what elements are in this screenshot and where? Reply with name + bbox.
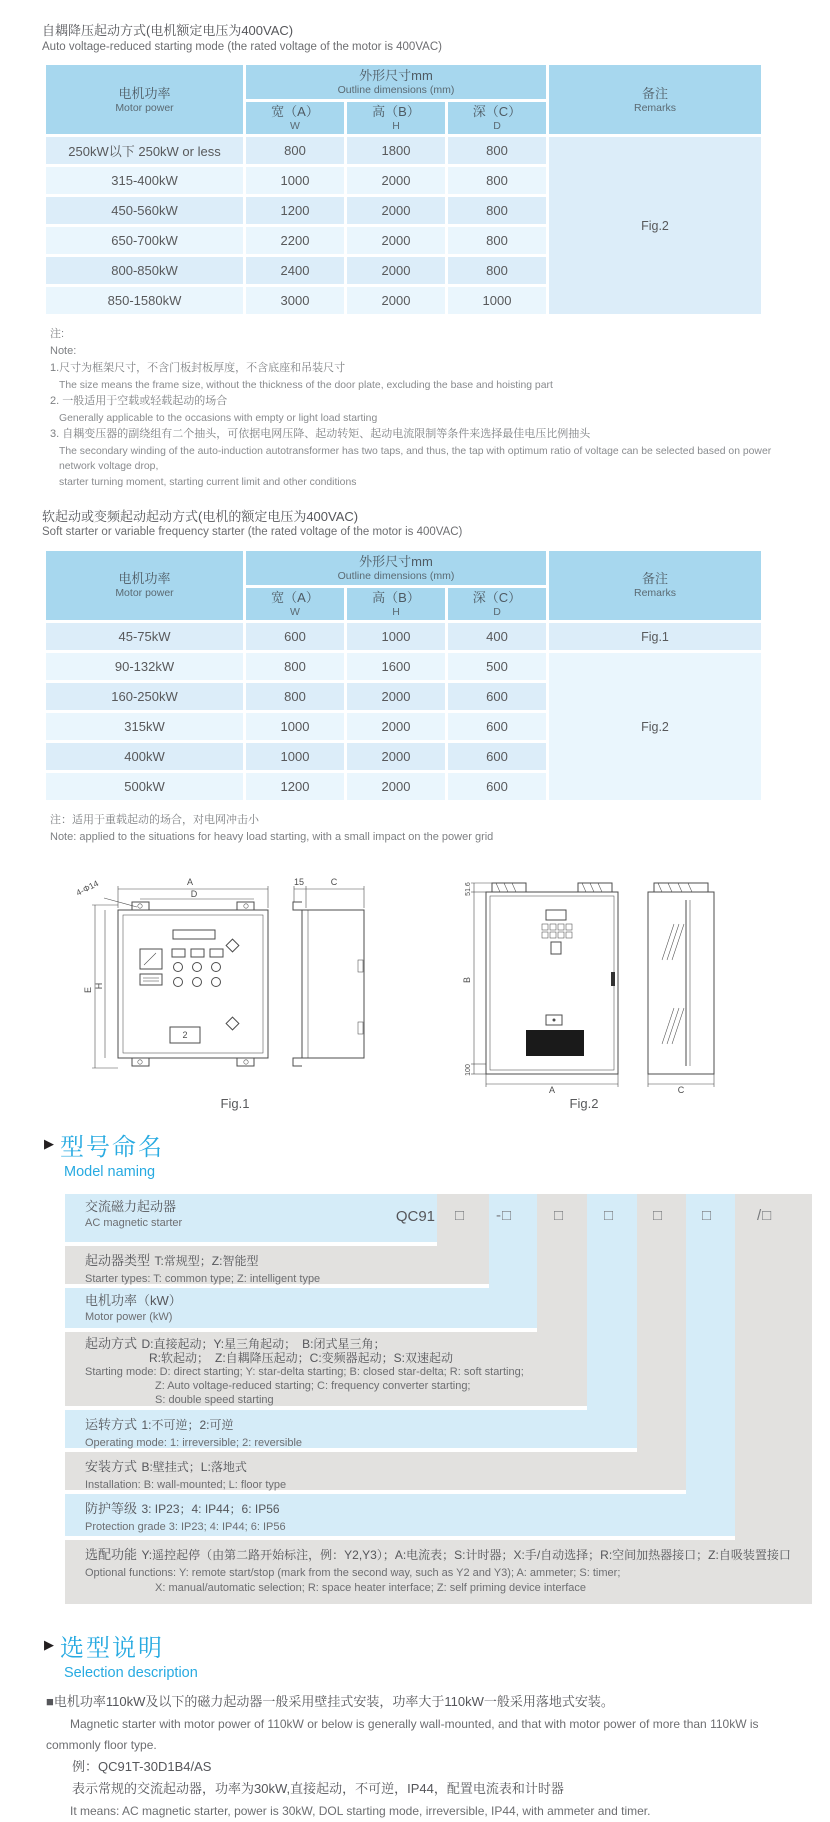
selection-title-en: Selection description [64, 1664, 198, 1681]
col-header-remarks: 备注 Remarks [549, 65, 761, 134]
fig1-dim-a: A [186, 876, 194, 887]
fig1-dim-15: 15 [294, 876, 305, 887]
model-code-prefix: QC91 [395, 1207, 435, 1225]
col-header-outline-dimensions: 外形尺寸mm Outline dimensions (mm) [246, 65, 546, 99]
model-code-box: □ [653, 1206, 664, 1224]
auto-voltage-title-cn: 自耦降压起动方式(电机额定电压为400VAC) [42, 23, 294, 38]
outline-drawings [70, 872, 810, 1111]
fig1-panel-label: 2 [182, 1029, 188, 1040]
naming-row-protection-grade: 防护等级 3: IP23；4: IP44；6: IP56 Protection grade 3: IP23; 4: IP44; 6: IP56 [65, 1494, 735, 1536]
soft-starter-notes: 注：适用于重载起动的场合，对电网冲击小 Note: applied to the situations for heavy load starting, with a small impact on the power grid [50, 814, 494, 843]
naming-column-strip [637, 1194, 686, 1490]
naming-row-product: 交流磁力起动器 AC magnetic starter [65, 1194, 437, 1242]
auto-voltage-title-en: Auto voltage-reduced starting mode (the rated voltage of the motor is 400VAC) [42, 40, 442, 53]
fig1-dim-e: E [83, 986, 93, 993]
fig1-holes-label: 4-Φ14 [74, 877, 101, 898]
col-header-width: 宽（A） W [246, 588, 344, 620]
fig1-dim-h: H [94, 982, 104, 990]
table-row: 400kW 1000 2000 600 [46, 743, 761, 770]
table-row: 650-700kW 2200 2000 800 [46, 227, 761, 254]
model-code-box: /□ [757, 1206, 773, 1224]
naming-row-starter-type: 起动器类型 T:常规型；Z:智能型 Starter types: T: common type; Z: intelligent type [65, 1246, 489, 1284]
naming-row-starting-mode: 起动方式 D:直接起动；Y:星三角起动； B:闭式星三角； R:软起动； Z:自耦降压起动；C:变频器起动；S:双速起动 Starting mode: D: direct starting; Y: star-delta starting; B: closed star-delta; R: soft starting; Z: Auto voltage-reduced starting; C: frequency converter starting; S: double speed starting [65, 1332, 587, 1406]
naming-row-optional-functions: 选配功能 Y:遥控起停（由第二路开始标注，例：Y2,Y3）；A:电流表；S:计时器；X:手/自动选择；R:空间加热器接口；Z:自吸装置接口 Optional functions: Y: remote start/stop (mark from the second way, such as Y2 and Y3); A: ammeter; S: timer; X: manual/automatic selection; R: space heater interface; Z: self priming device interface [65, 1540, 812, 1604]
model-naming-title-en: Model naming [64, 1163, 156, 1180]
table-row: 90-132kW 800 1600 500 Fig.2 [46, 653, 761, 680]
selection-description-text [46, 1691, 810, 1822]
soft-starter-title-en: Soft starter or variable frequency starter (the rated voltage of the motor is 400VAC) [42, 526, 463, 539]
table-row: 800-850kW 2400 2000 800 [46, 257, 761, 284]
fig1-block [70, 872, 400, 1111]
fig1-caption: Fig.1 [220, 1095, 250, 1111]
col-header-height: 高（B） H [347, 588, 445, 620]
col-header-width: 宽（A） W [246, 102, 344, 134]
fig2-dim-b: B [462, 976, 472, 983]
selection-line-cn: ■电机功率110kW及以下的磁力起动器一般采用壁挂式安装，功率大于110kW一般采用落地式安装。 [46, 1693, 614, 1709]
model-naming-heading [44, 1127, 810, 1180]
naming-row-motor-power: 电机功率（kW） Motor power (kW) [65, 1288, 537, 1328]
model-code-box: -□ [496, 1206, 513, 1224]
fig1-drawing [70, 872, 400, 1094]
col-header-remarks: 备注 Remarks [549, 551, 761, 620]
col-header-depth: 深（C） D [448, 102, 546, 134]
section-arrow-icon: ▶ [44, 1136, 54, 1152]
model-code-box: □ [455, 1206, 466, 1224]
auto-voltage-table [43, 62, 764, 317]
remark-cell: Fig.2 [549, 137, 761, 314]
table-row: 500kW 1200 2000 600 [46, 773, 761, 800]
model-naming-table [65, 1194, 812, 1604]
remark-cell: Fig.2 [549, 653, 761, 800]
soft-starter-title-cn: 软起动或变频起动起动方式(电机的额定电压为400VAC) [42, 508, 359, 524]
selection-example-en: It means: AC magnetic starter, power is 30kW, DOL starting mode, irreversible, IP44, with ammeter and timer. [70, 1804, 651, 1819]
table-row: 45-75kW 600 1000 400 Fig.1 [46, 623, 761, 650]
remark-cell: Fig.1 [549, 623, 761, 650]
selection-example: 例：QC91T-30D1B4/AS [72, 1758, 212, 1774]
section-arrow-icon: ▶ [44, 1637, 54, 1653]
soft-starter-table [43, 548, 764, 803]
col-header-outline-dimensions: 外形尺寸mm Outline dimensions (mm) [246, 551, 546, 585]
fig2-dim-a: A [548, 1084, 556, 1095]
auto-voltage-notes: 注: Note: 1.尺寸为框架尺寸，不含门板封板厚度，不含底座和吊装尺寸 The size means the frame size, without the thickness of the door plate, excluding the base and hoisting part 2. 一般适用于空载或轻载起动的场合 Generally applicable to the occasions with empty or light load starting 3. 自耦变压器的副绕组有二个抽头，可依据电网压降、起动转矩、起动电流限制等条件来选择最佳电压比例抽头 The secondary winding of the auto-induction autotransformer has two taps, and thus, the tap with optimum ratio of voltage can be selected based on power network voltage drop, starter turning moment, starting current limit and other conditions [50, 328, 772, 489]
col-header-depth: 深（C） D [448, 588, 546, 620]
fig1-dim-d: D [190, 888, 198, 899]
fig2-dim-100: 100 [465, 1064, 472, 1076]
selection-description-heading [44, 1628, 810, 1681]
table-row: 450-560kW 1200 2000 800 [46, 197, 761, 224]
table-row: 160-250kW 800 2000 600 [46, 683, 761, 710]
selection-title-cn: 选型说明 [60, 1634, 164, 1662]
selection-example-cn: 表示常规的交流起动器，功率为30kW,直接起动，不可逆，IP44，配置电流表和计时器 [72, 1781, 564, 1797]
fig2-block [434, 872, 734, 1111]
model-code-box: □ [554, 1206, 565, 1224]
col-header-height: 高（B） H [347, 102, 445, 134]
model-code-box: □ [702, 1206, 713, 1224]
naming-row-operating-mode: 运转方式 1:不可逆；2:可逆 Operating mode: 1: irreversible; 2: reversible [65, 1410, 637, 1448]
col-header-motor-power: 电机功率 Motor power [46, 65, 243, 134]
table-row: 315-400kW 1000 2000 800 [46, 167, 761, 194]
fig2-caption: Fig.2 [569, 1095, 599, 1111]
table-row: 850-1580kW 3000 2000 1000 [46, 287, 761, 314]
fig2-dim-516: 51.6 [465, 882, 472, 896]
table-row: 250kW以下 250kW or less 800 1800 800 Fig.2 [46, 137, 761, 164]
naming-column-strip [686, 1194, 735, 1536]
fig1-dim-c: C [330, 876, 338, 887]
naming-row-installation: 安装方式 B:壁挂式；L:落地式 Installation: B: wall-mounted; L: floor type [65, 1452, 686, 1490]
model-code-box: □ [604, 1206, 615, 1224]
selection-line-en: Magnetic starter with motor power of 110kW or below is generally wall-mounted, and that with motor power of more than 110kW is commonly floor type. [46, 1716, 759, 1752]
model-naming-title-cn: 型号命名 [60, 1133, 164, 1161]
fig2-drawing [434, 872, 734, 1094]
auto-voltage-title [42, 22, 810, 54]
fig2-dim-c: C [677, 1084, 685, 1095]
col-header-motor-power: 电机功率 Motor power [46, 551, 243, 620]
table-row: 315kW 1000 2000 600 [46, 713, 761, 740]
soft-starter-title [42, 508, 810, 540]
